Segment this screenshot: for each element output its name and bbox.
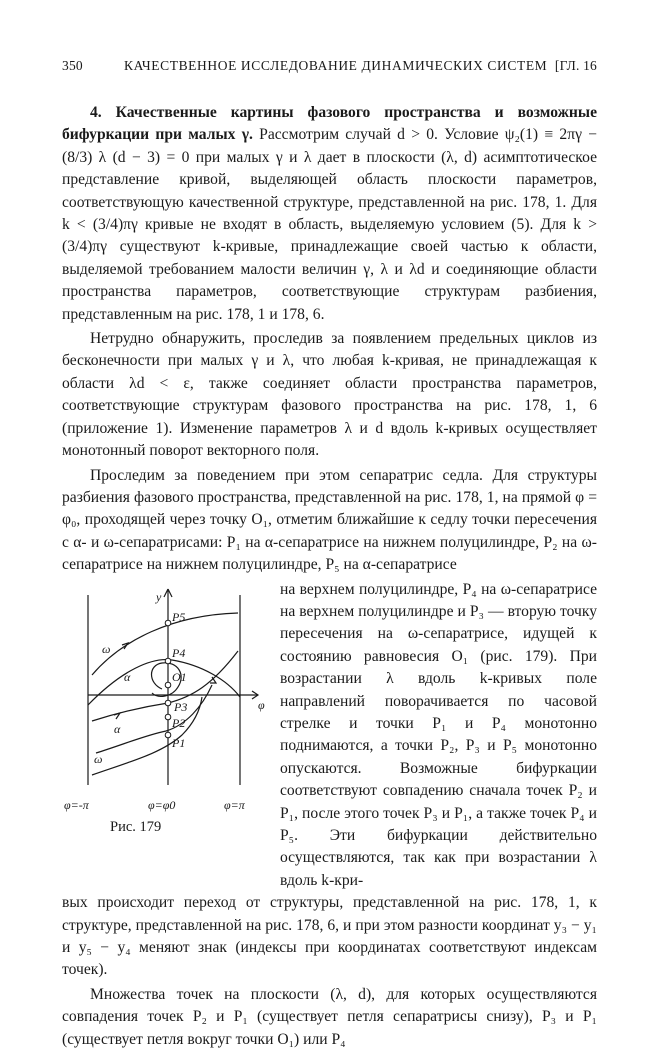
figure-caption: Рис. 179 xyxy=(110,818,162,835)
point-p4 xyxy=(165,658,171,664)
side-paragraph: на верхнем полуцилиндре, P₄ на ω-сепаратрисе на верхнем полуцилиндре и P₃ — вторую точку пересечения на ω-сепаратрисе, идущей к состоянию равновесия O₁ (рис. 179). При возрастании λ вдоль k-кривых поле направлений поворачивается по часовой стрелке и точки P₁ и P₄ монотонно поднимаются, а точки P₂, P₃ и P₅ монотонно опускаются. Возможные бифуркации соответствуют совпадению сначала точек P₂ и P₁, после этого точек P₃ и P₁, а также точек P₄ и P₅. Эти бифуркации действительно осуществляются, так как при возрастании λ вдоль k-кри- xyxy=(280,580,597,889)
figure-179 xyxy=(62,579,280,893)
label-p4: P4 xyxy=(172,645,186,660)
section-heading: 4. Качественные картины фазового пространства и возможные бифуркации при малых γ. xyxy=(62,104,597,144)
paragraph-3: Проследим за поведением при этом сепаратрис седла. Для структуры разбиения фазового пространства, представленной на рис. 178, 1, на прямой φ = φ₀, проходящей через точку O₁, отметим ближайшие к седлу точки пересечения с α- и ω-сепаратрисами: P₁ на α-сепаратрисе на нижнем полуцилиндре, P₂ на ω-сепаратрисе на нижнем полуцилиндре, P₅ на α-сепаратрисе xyxy=(62,466,597,574)
label-y-axis: y xyxy=(156,589,162,604)
label-p3: P3 xyxy=(174,699,188,714)
phase-portrait-diagram xyxy=(62,585,272,817)
label-alpha-mid: α xyxy=(114,721,121,736)
running-title: КАЧЕСТВЕННОЕ ИССЛЕДОВАНИЕ ДИНАМИЧЕСКИХ СИСТЕМ xyxy=(124,58,548,73)
label-alpha-left: α xyxy=(124,669,131,684)
paragraph-1 xyxy=(62,102,597,326)
label-p2: P2 xyxy=(172,715,186,730)
label-phi-minus-pi: φ=-π xyxy=(64,797,89,812)
point-o1 xyxy=(165,682,171,688)
y-arrow-l xyxy=(164,589,168,597)
alpha-upper-curve xyxy=(88,659,240,704)
point-p3 xyxy=(165,700,171,706)
label-phi-axis: φ xyxy=(258,697,265,712)
y-arrow-r xyxy=(168,589,172,597)
paragraph-2: Нетрудно обнаружить, проследив за появлением предельных циклов из бесконечности при малых γ и λ, что любая k-кривая, не принадлежащая к области λd < ε, также соединяет области пространства параметров, соответствующие структурам фазового пространства на рис. 178, 1, 6 (приложение 1). Изменение параметров λ и d вдоль k-кривых осуществляет монотонный поворот векторного поля. xyxy=(62,330,597,460)
alpha-lower-curve xyxy=(92,703,168,721)
paragraph-4: Множества точек на плоскости (λ, d), для которых осуществляются совпадения точек P₂ и P₁ (существует петля сепаратрисы снизу), P₃ и P₁ (существует петля вокруг точки O₁) или P₄ xyxy=(62,985,597,1048)
page-number: 350 xyxy=(62,58,83,73)
figure-block xyxy=(62,579,597,893)
label-p1: P1 xyxy=(172,735,186,750)
point-p2 xyxy=(165,714,171,720)
label-phi-zero: φ=φ0 xyxy=(148,797,176,812)
book-page xyxy=(62,58,597,1051)
paragraph-3-continued: вых происходит переход от структуры, представленной на рис. 178, 1, к структуре, представленной на рис. 178, 6, и при этом разности координат y₃ − y₁ и y₅ − y₄ меняют знак (индексы при координатах соответствуют индексам точек). xyxy=(62,894,597,979)
side-text-column xyxy=(280,579,597,893)
label-omega-top: ω xyxy=(102,641,111,656)
label-phi-pi: φ=π xyxy=(224,797,245,812)
label-p5: P5 xyxy=(172,609,186,624)
chapter-ref: [ГЛ. 16 xyxy=(554,58,597,73)
label-o1: O1 xyxy=(172,669,187,684)
label-omega-bottom: ω xyxy=(94,751,103,766)
point-p5 xyxy=(165,620,171,626)
running-header xyxy=(62,58,597,74)
point-p1 xyxy=(165,732,171,738)
paragraph-1-text: Рассмотрим случай d > 0. Условие ψ₂(1) ≡ 2πγ − (8/3) λ (d − 3) = 0 при малых γ и λ дает в плоскости (λ, d) асимптотическое представление кривой, выделяющей область плоскости параметров, соответствующую качественной структуре, представленной на рис. 178, 1. Для k < (3/4)πγ кривые не входят в область, выделяемую условием (5). Для k > (3/4)πγ существуют k-кривые, принадлежащие своей частью к области, выделяемой требованием малости величин γ, λ и λd и соединяющие области пространства параметров, соответствующие структурам разбиения, представленным на рис. 178, 1 и 178, 6. xyxy=(62,126,597,323)
